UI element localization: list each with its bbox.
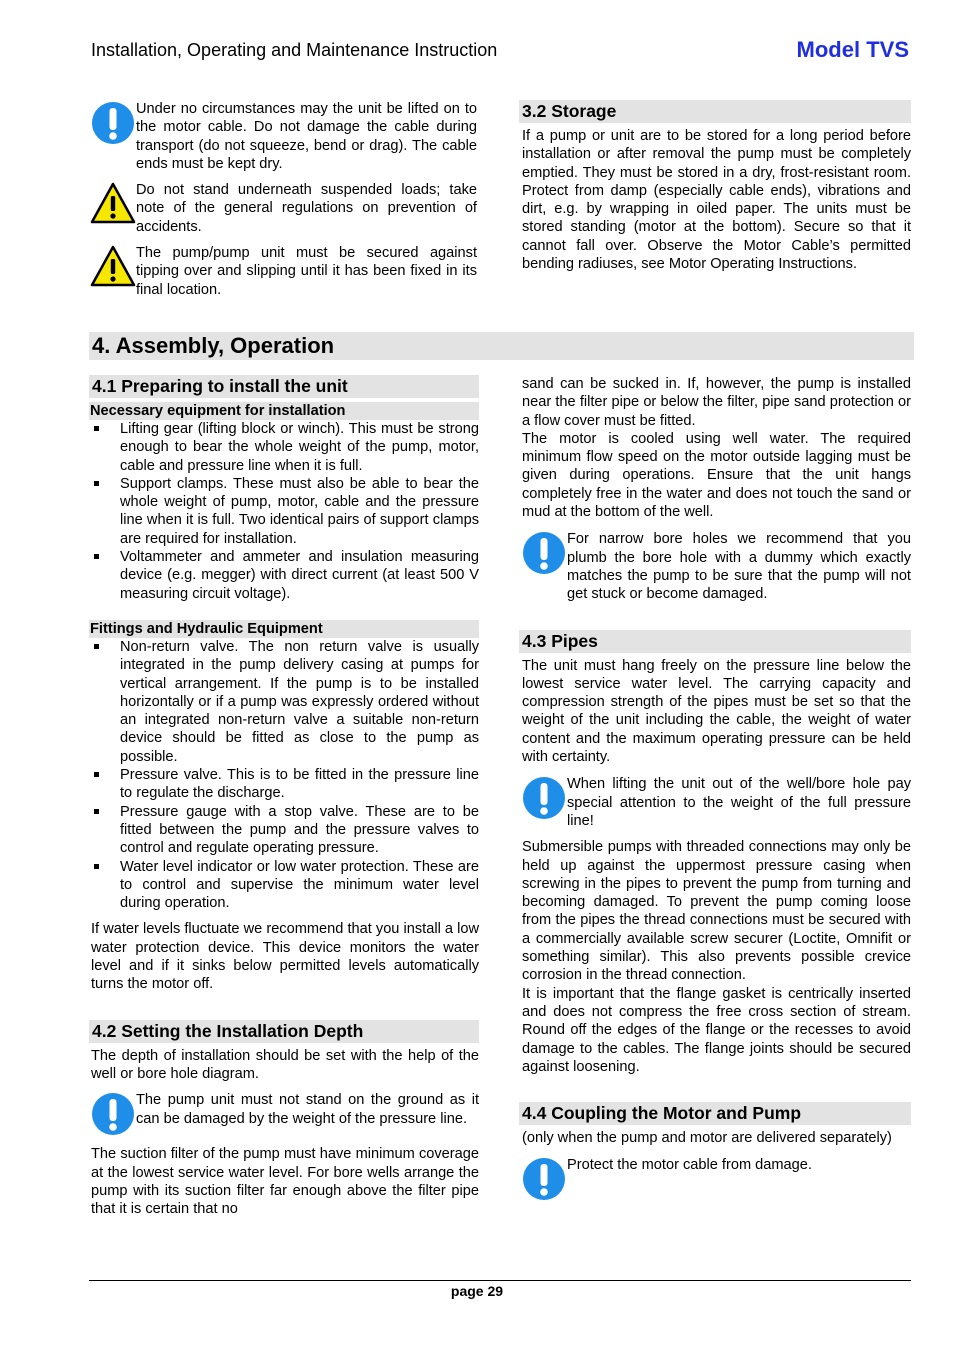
fittings-list bbox=[89, 638, 479, 912]
note-narrow-bore bbox=[519, 530, 911, 603]
section-4-heading: 4. Assembly, Operation bbox=[89, 332, 914, 360]
note-cable-text: Under no circumstances may the unit be lifted on to the motor cable. Do not damage the cable during transport (do not squeeze, bend or drag). The cable ends must be kept dry. bbox=[136, 101, 477, 172]
list-item: Water level indicator or low water protection. These are to control and supervise the minimum water level during operation. bbox=[91, 858, 479, 913]
s41-paragraph: If water levels fluctuate we recommend that you install a low water protection device. This device monitors the water level and if it sinks below permitted levels automatically turns the motor off. bbox=[91, 921, 479, 993]
list-item: Voltammeter and ammeter and insulation measuring device (e.g. megger) with direct current (at least 500 V measuring circuit voltage). bbox=[91, 548, 479, 603]
s41-sub-fittings: Fittings and Hydraulic Equipment bbox=[89, 620, 479, 638]
list-item: Support clamps. These must also be able to bear the whole weight of pump, motor, cable and the pressure line when it is full. Two identical pairs of support clamps are required for installation. bbox=[91, 475, 479, 548]
note-suspended-loads bbox=[91, 181, 477, 236]
right-column bbox=[519, 375, 911, 1210]
s43-paragraph-1: The unit must hang freely on the pressure line below the lowest service water level. The carrying capacity and compression strength of the pipes must be set so that the weight of the unit including the cable, the weight of water content and the maximum operating pressure can be held with certainty. bbox=[522, 657, 911, 766]
note-motor-cable bbox=[519, 1156, 911, 1202]
right-paragraph-2: The motor is cooled using well water. The required minimum flow speed on the motor outside lagging must be given during operations. Ensure that the unit hangs completely free in the water and does not touch the sand or mud at the bottom of the well. bbox=[522, 430, 911, 521]
s44-heading: 4.4 Coupling the Motor and Pump bbox=[519, 1102, 911, 1125]
note-cable bbox=[91, 100, 477, 173]
model-name: Model TVS bbox=[796, 37, 909, 62]
list-item: Lifting gear (lifting block or winch). This must be strong enough to bear the whole weight of the pump, motor, cable and pressure line when it is full. bbox=[91, 420, 479, 475]
s44-paragraph: (only when the pump and motor are delivered separately) bbox=[522, 1130, 892, 1147]
storage-text: If a pump or unit are to be stored for a long period before installation or after removal the pump must be completely emptied. They must be stored in a dry, frost-resistant room. Protect from damp (especially cable ends), vibrations and dirt, e.g. by wrapping in oiled paper. The units must be stored standing (motor at the bottom). Secure so that it cannot fall over. Observe the Motor Cable’s permitted bending radiuses, see Motor Operating Instructions. bbox=[522, 128, 911, 273]
note-lifting bbox=[519, 775, 911, 830]
info-exclamation-icon bbox=[521, 530, 567, 576]
s43-paragraph-3: It is important that the flange gasket is centrically inserted and does not compress the free cross section of stream. Round off the edges of the flange or the recesses to avoid damage to the cables. The flange joints should be secured against loosening. bbox=[522, 985, 911, 1075]
storage-heading: 3.2 Storage bbox=[519, 100, 911, 123]
info-exclamation-icon bbox=[521, 1156, 567, 1202]
info-exclamation-icon bbox=[90, 1091, 136, 1137]
note-ground-text: The pump unit must not stand on the ground as it can be damaged by the weight of the pressure line. bbox=[136, 1092, 479, 1127]
warning-triangle-icon bbox=[90, 181, 136, 227]
left-column bbox=[89, 375, 479, 1218]
list-item: Pressure gauge with a stop valve. These are to be fitted between the pump and the pressure valves to control and regulate operating pressure. bbox=[91, 803, 479, 858]
storage-section bbox=[519, 100, 911, 273]
note-narrow-bore-text: For narrow bore holes we recommend that you plumb the bore hole with a dummy which exactly matches the pump to be sure that the pump will not get stuck or become damaged. bbox=[567, 531, 911, 603]
note-ground bbox=[89, 1091, 479, 1137]
s42-heading: 4.2 Setting the Installation Depth bbox=[89, 1020, 479, 1043]
safety-notes bbox=[91, 100, 477, 307]
footer-divider bbox=[89, 1280, 911, 1281]
right-paragraph-1: sand can be sucked in. If, however, the pump is installed near the filter pipe or below the filter, pipe sand protection or a flow cover must be fitted. bbox=[522, 376, 911, 429]
info-exclamation-icon bbox=[90, 100, 136, 146]
s41-heading: 4.1 Preparing to install the unit bbox=[89, 375, 479, 398]
list-item: Pressure valve. This is to be fitted in the pressure line to regulate the discharge. bbox=[91, 766, 479, 803]
info-exclamation-icon bbox=[521, 775, 567, 821]
note-tipping-text: The pump/pump unit must be secured against tipping over and slipping until it has been fixed in its final location. bbox=[136, 245, 477, 298]
s43-paragraph-2: Submersible pumps with threaded connections may only be held up against the uppermost pressure casing when screwing in the pipes to prevent the pump from turning and becoming damaged. To prevent the pump coming loose from the pipes the thread connections must be secured with a commercially available screw securer (Loctite, Omnifit or something similar). This also prevents possible crevice corrosion in the thread connection. bbox=[522, 839, 911, 984]
s42-paragraph-1: The depth of installation should be set with the help of the well or bore hole diagram. bbox=[91, 1047, 479, 1082]
s43-heading: 4.3 Pipes bbox=[519, 630, 911, 653]
s42-paragraph-2: The suction filter of the pump must have minimum coverage at the lowest service water level. For bore wells arrange the pump with its suction filter far enough above the filter pipe that it is certain that no bbox=[91, 1146, 479, 1218]
equipment-list bbox=[89, 420, 479, 603]
list-item: Non-return valve. The non return valve is usually integrated in the pump delivery casing at pumps for vertical arrangement. If the pump is to be installed horizontally or if a pump was expressly ordered without an integrated non-return valve a suitable non-return device should be fitted as close to the pump as possible. bbox=[91, 638, 479, 766]
header-title: Installation, Operating and Maintenance Instruction bbox=[91, 40, 498, 60]
s41-sub-equipment: Necessary equipment for installation bbox=[89, 402, 479, 420]
page-number: page 29 bbox=[450, 1283, 504, 1299]
note-motor-cable-text: Protect the motor cable from damage. bbox=[567, 1157, 812, 1174]
note-suspended-loads-text: Do not stand underneath suspended loads; take note of the general regulations on prevention of accidents. bbox=[136, 182, 477, 235]
note-lifting-text: When lifting the unit out of the well/bore hole pay special attention to the weight of the full pressure line! bbox=[567, 776, 911, 829]
note-tipping bbox=[91, 244, 477, 299]
warning-triangle-icon bbox=[90, 244, 136, 290]
